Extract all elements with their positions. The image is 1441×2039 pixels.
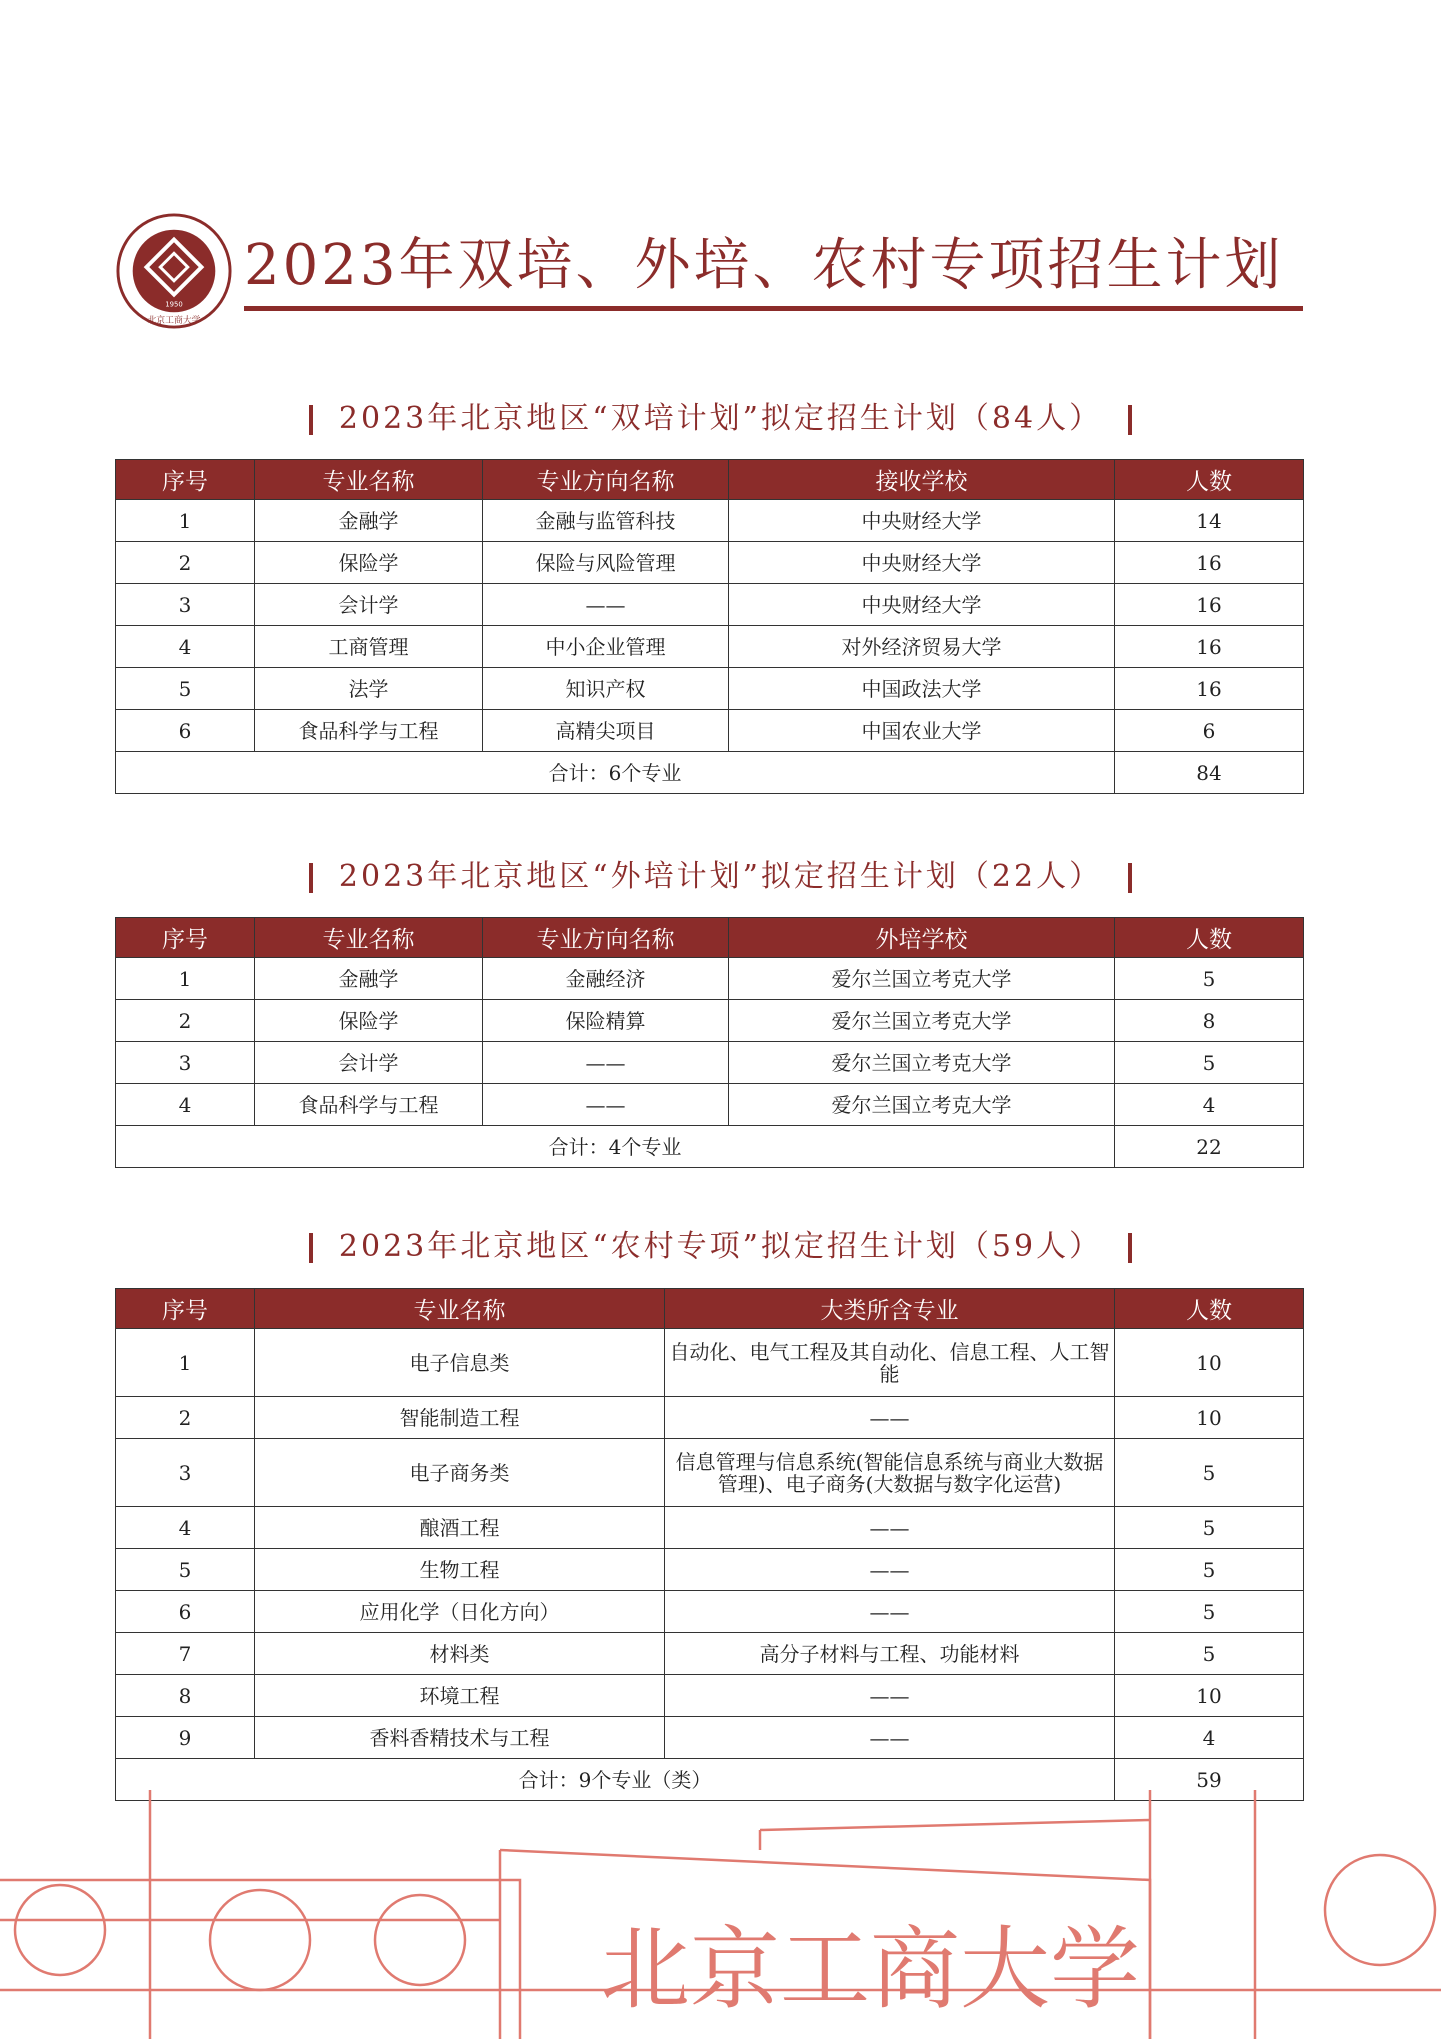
university-logo: [115, 212, 233, 330]
table-cell: 3: [116, 584, 255, 626]
table-cell: 2: [116, 542, 255, 584]
table-cell: 16: [1115, 542, 1304, 584]
column-header: 人数: [1115, 918, 1304, 958]
table-cell: 对外经济贸易大学: [729, 626, 1115, 668]
table-cell: ——: [665, 1675, 1115, 1717]
table-cell: ——: [665, 1549, 1115, 1591]
title-bar: [1128, 863, 1132, 893]
table-header: [116, 1289, 1304, 1329]
table-cell: ——: [483, 1042, 729, 1084]
table-cell: 5: [116, 1549, 255, 1591]
table-row: [116, 1633, 1304, 1675]
table-cell: 中国农业大学: [729, 710, 1115, 752]
section-title: [0, 1221, 1441, 1265]
campus-sketch-illustration: [0, 1790, 1441, 2039]
table-row: [116, 500, 1304, 542]
table-cell: 酿酒工程: [255, 1507, 665, 1549]
enrollment-table: [115, 917, 1304, 1168]
table-row: [116, 1329, 1304, 1397]
table-cell: 1: [116, 1329, 255, 1397]
table-cell: 法学: [255, 668, 483, 710]
table-cell: 14: [1115, 500, 1304, 542]
table-cell: 环境工程: [255, 1675, 665, 1717]
table-header: [116, 918, 1304, 958]
table-header: [116, 460, 1304, 500]
table-cell: 保险学: [255, 542, 483, 584]
table-cell: 保险精算: [483, 1000, 729, 1042]
column-header: 外培学校: [729, 918, 1115, 958]
table-cell: 5: [1115, 1042, 1304, 1084]
column-header: 大类所含专业: [665, 1289, 1115, 1329]
table-cell: 5: [1115, 1591, 1304, 1633]
table-cell: 食品科学与工程: [255, 1084, 483, 1126]
table-cell: 中央财经大学: [729, 542, 1115, 584]
table-cell: 3: [116, 1042, 255, 1084]
title-bar: [1128, 405, 1132, 435]
table-cell: 6: [1115, 710, 1304, 752]
column-header: 专业方向名称: [483, 460, 729, 500]
table-cell: 高分子材料与工程、功能材料: [665, 1633, 1115, 1675]
table-cell: 知识产权: [483, 668, 729, 710]
table-cell: 智能制造工程: [255, 1397, 665, 1439]
table-cell: 中央财经大学: [729, 500, 1115, 542]
column-header: 序号: [116, 918, 255, 958]
column-header: 人数: [1115, 460, 1304, 500]
column-header: 序号: [116, 460, 255, 500]
column-header: 序号: [116, 1289, 255, 1329]
table-cell: 5: [1115, 1507, 1304, 1549]
title-bar: [309, 405, 313, 435]
table-row: [116, 710, 1304, 752]
table-cell: ——: [483, 1084, 729, 1126]
table-row: [116, 1549, 1304, 1591]
table-row: [116, 1084, 1304, 1126]
title-bar: [1128, 1233, 1132, 1263]
column-header: 接收学校: [729, 460, 1115, 500]
table-cell: 爱尔兰国立考克大学: [729, 1000, 1115, 1042]
section-title: [0, 851, 1441, 895]
table-cell: 中小企业管理: [483, 626, 729, 668]
table-cell: 7: [116, 1633, 255, 1675]
table-cell: 1: [116, 500, 255, 542]
calligraphy-text: 北京工商大学: [600, 1917, 1140, 2022]
table-cell: 自动化、电气工程及其自动化、信息工程、人工智能: [665, 1329, 1115, 1397]
table-cell: 爱尔兰国立考克大学: [729, 1042, 1115, 1084]
table-cell: 会计学: [255, 1042, 483, 1084]
table-cell: 保险学: [255, 1000, 483, 1042]
table-cell: 4: [1115, 1084, 1304, 1126]
table-row: [116, 1397, 1304, 1439]
table-cell: 电子商务类: [255, 1439, 665, 1507]
table-cell: 金融经济: [483, 958, 729, 1000]
table-cell: 电子信息类: [255, 1329, 665, 1397]
table-cell: 金融学: [255, 500, 483, 542]
table-row: [116, 584, 1304, 626]
table-cell: 9: [116, 1717, 255, 1759]
enrollment-table: [115, 1288, 1304, 1801]
column-header: 人数: [1115, 1289, 1304, 1329]
table-cell: 金融与监管科技: [483, 500, 729, 542]
section-title-text: 2023年北京地区“双培计划”拟定招生计划（84人）: [338, 401, 1103, 436]
svg-text:1950: 1950: [165, 300, 183, 309]
table-cell: 中央财经大学: [729, 584, 1115, 626]
table-cell: 10: [1115, 1675, 1304, 1717]
svg-text:北京工商大学: 北京工商大学: [147, 316, 201, 327]
total-row: [116, 752, 1304, 794]
table-cell: 材料类: [255, 1633, 665, 1675]
total-label: 合计：4个专业: [116, 1126, 1115, 1168]
table-row: [116, 1591, 1304, 1633]
table-cell: 8: [1115, 1000, 1304, 1042]
table-cell: 金融学: [255, 958, 483, 1000]
table-cell: 5: [116, 668, 255, 710]
total-value: 59: [1115, 1759, 1304, 1801]
table-cell: 6: [116, 710, 255, 752]
page-title: 2023年双培、外培、农村专项招生计划: [244, 233, 1284, 298]
table-cell: 10: [1115, 1329, 1304, 1397]
table-cell: 16: [1115, 626, 1304, 668]
column-header: 专业名称: [255, 460, 483, 500]
table-cell: 5: [1115, 1633, 1304, 1675]
table-cell: 保险与风险管理: [483, 542, 729, 584]
table-row: [116, 1675, 1304, 1717]
table-row: [116, 1717, 1304, 1759]
table-cell: 6: [116, 1591, 255, 1633]
table-cell: ——: [665, 1397, 1115, 1439]
table-row: [116, 668, 1304, 710]
table-cell: 4: [116, 1507, 255, 1549]
table-cell: ——: [665, 1507, 1115, 1549]
total-label: 合计：6个专业: [116, 752, 1115, 794]
table-row: [116, 1042, 1304, 1084]
table-cell: 4: [116, 626, 255, 668]
table-cell: ——: [483, 584, 729, 626]
column-header: 专业名称: [255, 1289, 665, 1329]
enrollment-table: [115, 459, 1304, 794]
table-cell: 5: [1115, 1439, 1304, 1507]
table-cell: 8: [116, 1675, 255, 1717]
table-cell: 中国政法大学: [729, 668, 1115, 710]
table-cell: 5: [1115, 1549, 1304, 1591]
table-cell: 会计学: [255, 584, 483, 626]
table-cell: 香料香精技术与工程: [255, 1717, 665, 1759]
table-cell: 爱尔兰国立考克大学: [729, 1084, 1115, 1126]
table-row: [116, 542, 1304, 584]
total-row: [116, 1126, 1304, 1168]
table-row: [116, 958, 1304, 1000]
total-value: 22: [1115, 1126, 1304, 1168]
title-bar: [309, 863, 313, 893]
table-cell: 1: [116, 958, 255, 1000]
table-cell: ——: [665, 1717, 1115, 1759]
section-title-text: 2023年北京地区“农村专项”拟定招生计划（59人）: [338, 1229, 1103, 1264]
table-cell: ——: [665, 1591, 1115, 1633]
table-row: [116, 626, 1304, 668]
table-cell: 信息管理与信息系统(智能信息系统与商业大数据管理)、电子商务(大数据与数字化运营): [665, 1439, 1115, 1507]
table-cell: 3: [116, 1439, 255, 1507]
table-cell: 工商管理: [255, 626, 483, 668]
title-underline: [244, 306, 1303, 311]
section-title: [0, 393, 1441, 437]
column-header: 专业名称: [255, 918, 483, 958]
column-header: 专业方向名称: [483, 918, 729, 958]
title-bar: [309, 1233, 313, 1263]
table-cell: 2: [116, 1397, 255, 1439]
table-cell: 2: [116, 1000, 255, 1042]
table-cell: 16: [1115, 668, 1304, 710]
table-cell: 应用化学（日化方向）: [255, 1591, 665, 1633]
table-cell: 10: [1115, 1397, 1304, 1439]
table-cell: 5: [1115, 958, 1304, 1000]
table-cell: 16: [1115, 584, 1304, 626]
table-cell: 食品科学与工程: [255, 710, 483, 752]
section-title-text: 2023年北京地区“外培计划”拟定招生计划（22人）: [338, 859, 1103, 894]
table-cell: 生物工程: [255, 1549, 665, 1591]
table-cell: 4: [1115, 1717, 1304, 1759]
total-label: 合计：9个专业（类）: [116, 1759, 1115, 1801]
table-row: [116, 1439, 1304, 1507]
table-cell: 爱尔兰国立考克大学: [729, 958, 1115, 1000]
table-row: [116, 1000, 1304, 1042]
table-row: [116, 1507, 1304, 1549]
table-cell: 4: [116, 1084, 255, 1126]
total-value: 84: [1115, 752, 1304, 794]
table-cell: 高精尖项目: [483, 710, 729, 752]
